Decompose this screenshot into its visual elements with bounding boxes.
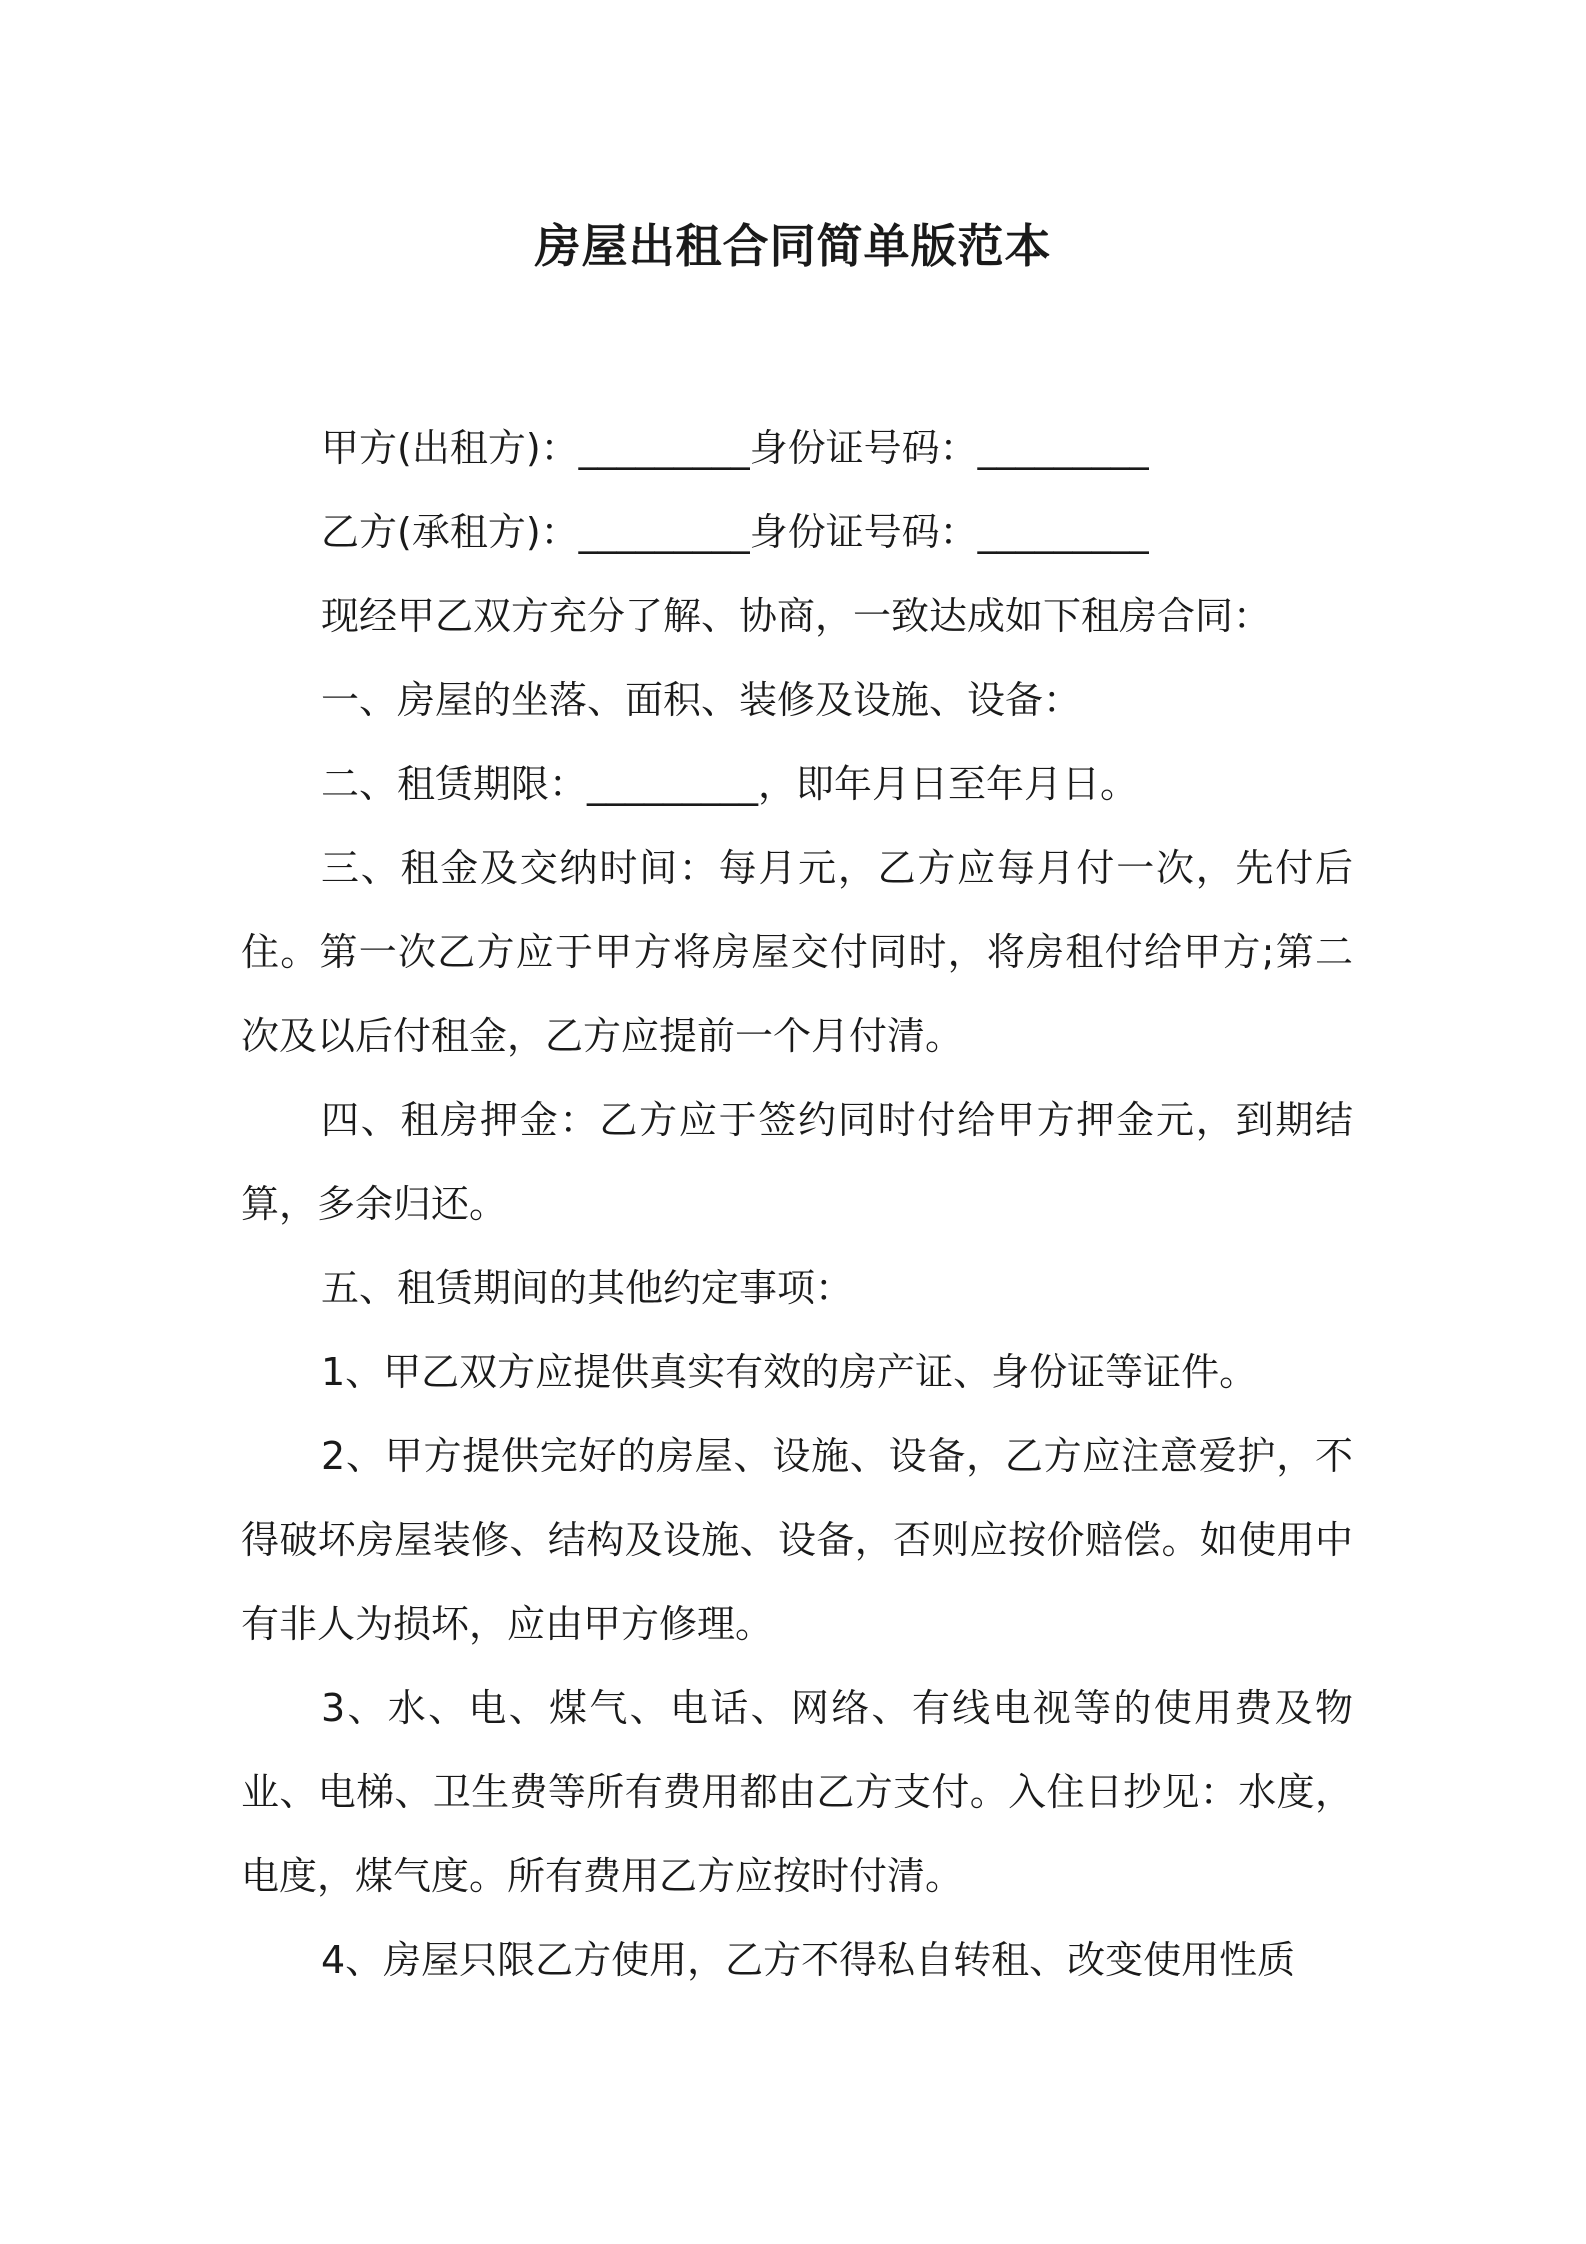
paragraph-clause-3: 三、租金及交纳时间：每月元，乙方应每月付一次，先付后住。第一次乙方应于甲方将房屋交付同时，将房租付给甲方;第二次及以后付租金，乙方应提前一个月付清。 bbox=[241, 846, 1353, 1058]
paragraph-item-4: 4、房屋只限乙方使用，乙方不得私自转租、改变使用性质 bbox=[321, 1938, 1296, 1982]
document-title: 房屋出租合同简单版范本 bbox=[534, 219, 1052, 273]
paragraph-item-1: 1、甲乙双方应提供真实有效的房产证、身份证等证件。 bbox=[321, 1350, 1258, 1394]
paragraph-item-3: 3、水、电、煤气、电话、网络、有线电视等的使用费及物业、电梯、卫生费等所有费用都由乙方支付。入住日抄见：水度，电度，煤气度。所有费用乙方应按时付清。 bbox=[241, 1686, 1353, 1898]
document-body bbox=[241, 406, 1353, 2002]
paragraph-clause-2: 二、租赁期限：_________，即年月日至年月日。 bbox=[321, 762, 1139, 806]
paragraph-party-b: 乙方(承租方)：_________身份证号码：_________ bbox=[321, 510, 1149, 554]
paragraph-clause-4: 四、租房押金：乙方应于签约同时付给甲方押金元，到期结算，多余归还。 bbox=[241, 1098, 1353, 1226]
paragraph-item-2: 2、甲方提供完好的房屋、设施、设备，乙方应注意爱护，不得破坏房屋装修、结构及设施、设备，否则应按价赔偿。如使用中有非人为损坏，应由甲方修理。 bbox=[241, 1434, 1353, 1646]
paragraph-clause-5: 五、租赁期间的其他约定事项： bbox=[321, 1266, 854, 1310]
paragraph-party-a: 甲方(出租方)：_________身份证号码：_________ bbox=[321, 426, 1149, 470]
paragraph-agreement-intro: 现经甲乙双方充分了解、协商，一致达成如下租房合同： bbox=[321, 594, 1272, 638]
paragraph-clause-1: 一、房屋的坐落、面积、装修及设施、设备： bbox=[321, 678, 1082, 722]
